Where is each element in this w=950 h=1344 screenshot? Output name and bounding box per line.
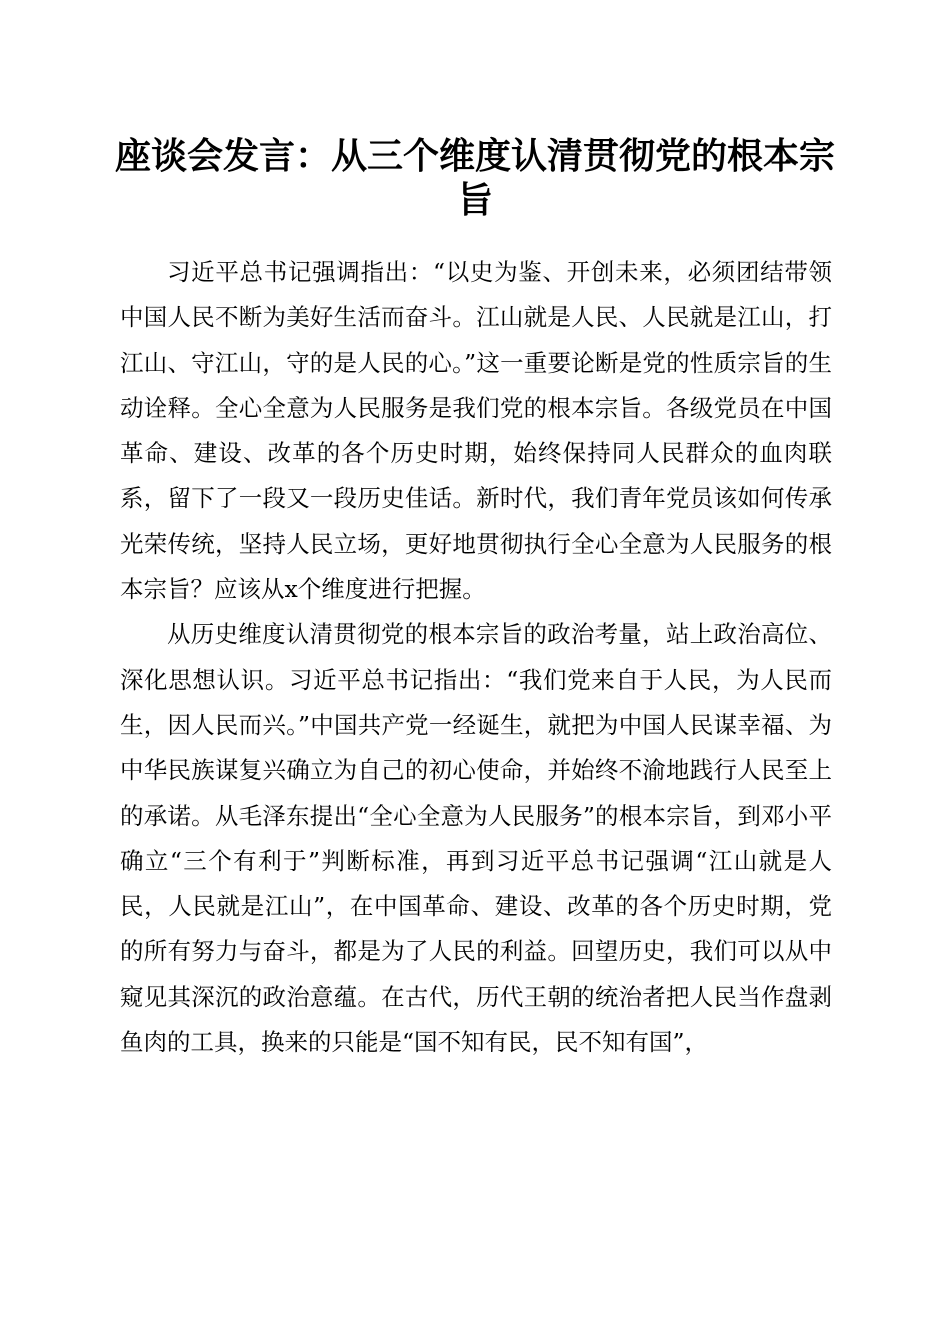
document-title: 座谈会发言：从三个维度认清贯彻党的根本宗旨 xyxy=(114,135,835,221)
paragraph-1: 习近平总书记强调指出：“以史为鉴、开创未来，必须团结带领中国人民不断为美好生活而奋斗。江山就是人民、人民就是江山，打江山、守江山，守的是人民的心。”这一重要论断是党的性质宗旨的生动诠释。全心全意为人民服务是我们党的根本宗旨。各级党员在中国革命、建设、改革的各个历史时期，始终保持同人民群众的血肉联系，留下了一段又一段历史佳话。新时代，我们青年党员该如何传承光荣传统，坚持人民立场，更好地贯彻执行全心全意为人民服务的根本宗旨？应该从x个维度进行把握。 xyxy=(120,258,832,604)
paragraph-2: 从历史维度认清贯彻党的根本宗旨的政治考量，站上政治高位、深化思想认识。习近平总书记指出：“我们党来自于人民，为人民而生，因人民而兴。”中国共产党一经诞生，就把为中国人民谋幸福、为中华民族谋复兴确立为自己的初心使命，并始终不渝地践行人民至上的承诺。从毛泽东提出“全心全意为人民服务”的根本宗旨，到邓小平确立“三个有利于”判断标准，再到习近平总书记强调“江山就是人民，人民就是江山”，在中国革命、建设、改革的各个历史时期，党的所有努力与奋斗，都是为了人民的利益。回望历史，我们可以从中窥见其深沉的政治意蕴。在古代，历代王朝的统治者把人民当作盘剥鱼肉的工具，换来的只能是“国不知有民，民不知有国”， xyxy=(120,620,832,1057)
document-body xyxy=(120,250,832,1065)
